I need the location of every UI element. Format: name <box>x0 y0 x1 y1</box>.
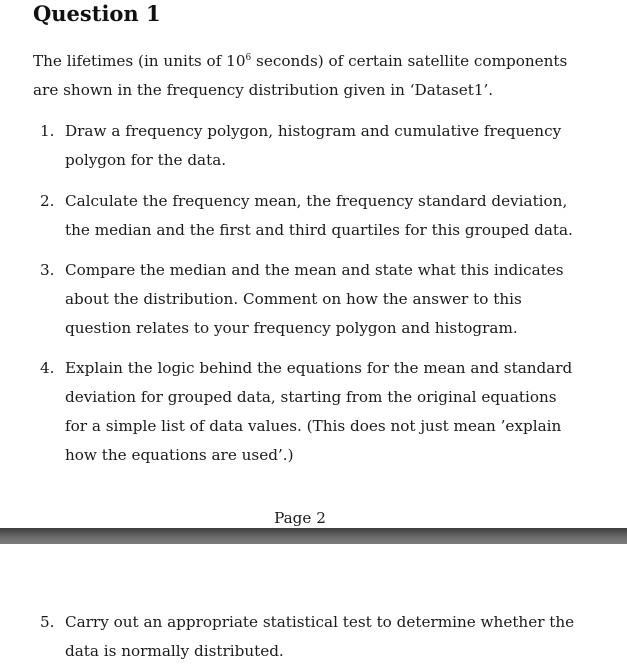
list-item-text: Explain the logic behind the equations for the mean and standard deviation for grouped data, starting from the original equations for a simple list of data values. (This does not just mean ’explain how the equations are used’.) <box>65 359 573 464</box>
list-item-1 <box>40 117 578 175</box>
list-item-3 <box>40 256 578 343</box>
list-item-4 <box>40 354 578 470</box>
list-item-text: Draw a frequency polygon, histogram and cumulative frequency polygon for the data. <box>65 122 562 169</box>
intro-power-base: 10 <box>226 52 246 70</box>
list-item-text: Calculate the frequency mean, the frequency standard deviation, the median and the first and third quartiles for this grouped data. <box>65 192 573 239</box>
intro-text-before: The lifetimes (in units of <box>33 52 227 70</box>
list-item-5 <box>40 608 578 666</box>
question-heading: Question 1 <box>33 1 161 26</box>
list-item-2 <box>40 187 578 245</box>
page-break-divider <box>0 528 627 544</box>
page-number: Page 2 <box>274 509 326 527</box>
list-item-number: 2. <box>40 192 55 210</box>
list-item-text: Carry out an appropriate statistical test to determine whether the data is normally distributed. <box>65 613 575 660</box>
intro-text-after: seconds) of certain satellite components are shown in the frequency distribution given in ‘Dataset1’. <box>33 52 568 99</box>
list-item-number: 4. <box>40 359 55 377</box>
list-item-text: Compare the median and the mean and state what this indicates about the distribution. Comment on how the answer to this question relates to your frequency polygon and histogram. <box>65 261 564 337</box>
intro-paragraph <box>33 47 578 105</box>
list-item-number: 3. <box>40 261 55 279</box>
list-item-number: 5. <box>40 613 55 631</box>
list-item-number: 1. <box>40 122 55 140</box>
intro-power-exponent: 6 <box>245 52 252 63</box>
